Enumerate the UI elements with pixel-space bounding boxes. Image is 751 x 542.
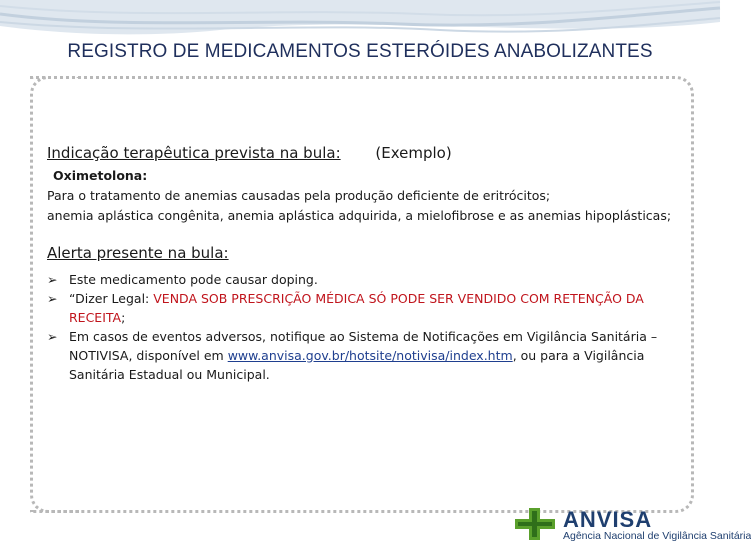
alert-list (47, 270, 697, 384)
logo-subtitle: Agência Nacional de Vigilância Sanitária (563, 530, 751, 542)
arrow-bullet-icon: ➢ (47, 272, 58, 287)
page-title: REGISTRO DE MEDICAMENTOS ESTERÓIDES ANABOLIZANTES (67, 41, 653, 62)
alert-heading: Alerta presente na bula: (47, 244, 229, 262)
arrow-bullet-icon: ➢ (47, 329, 58, 344)
alert-item-prefix: “Dizer Legal: (69, 291, 154, 306)
anvisa-cross-icon (515, 508, 555, 540)
alert-item-warning: VENDA SOB PRESCRIÇÃO MÉDICA SÓ PODE SER VENDIDO COM RETENÇÃO DA RECEITA (69, 291, 644, 325)
alert-item (47, 289, 697, 327)
indication-line-1: Para o tratamento de anemias causadas pela produção deficiente de eritrócitos; (47, 188, 551, 203)
anvisa-logo (515, 506, 751, 542)
alert-item-suffix: ; (121, 310, 126, 325)
content-area (47, 140, 697, 384)
indication-heading-row (47, 140, 697, 166)
indication-line-2: anemia aplástica congênita, anemia aplástica adquirida, a mielofibrose e as anemias hipoplásticas; (47, 208, 672, 223)
logo-name: ANVISA (563, 507, 653, 532)
notivisa-link[interactable]: www.anvisa.gov.br/hotsite/notivisa/index.htm (227, 348, 513, 363)
arrow-bullet-icon: ➢ (47, 291, 58, 306)
alert-item-text: Este medicamento pode causar doping. (69, 272, 318, 287)
indication-heading: Indicação terapêutica prevista na bula: (47, 144, 341, 162)
alert-item (47, 327, 697, 384)
drug-name: Oximetolona: (53, 168, 148, 183)
alert-item (47, 270, 697, 289)
alert-item-text-after: , ou para a Vigilância Sanitária Estadual ou Municipal. (69, 348, 645, 382)
example-label: (Exemplo) (375, 144, 452, 162)
alert-item-text-before: Em casos de eventos adversos, notifique ao Sistema de Notificações em Vigilância Sanitária – NOTIVISA, disponível em (69, 329, 658, 363)
